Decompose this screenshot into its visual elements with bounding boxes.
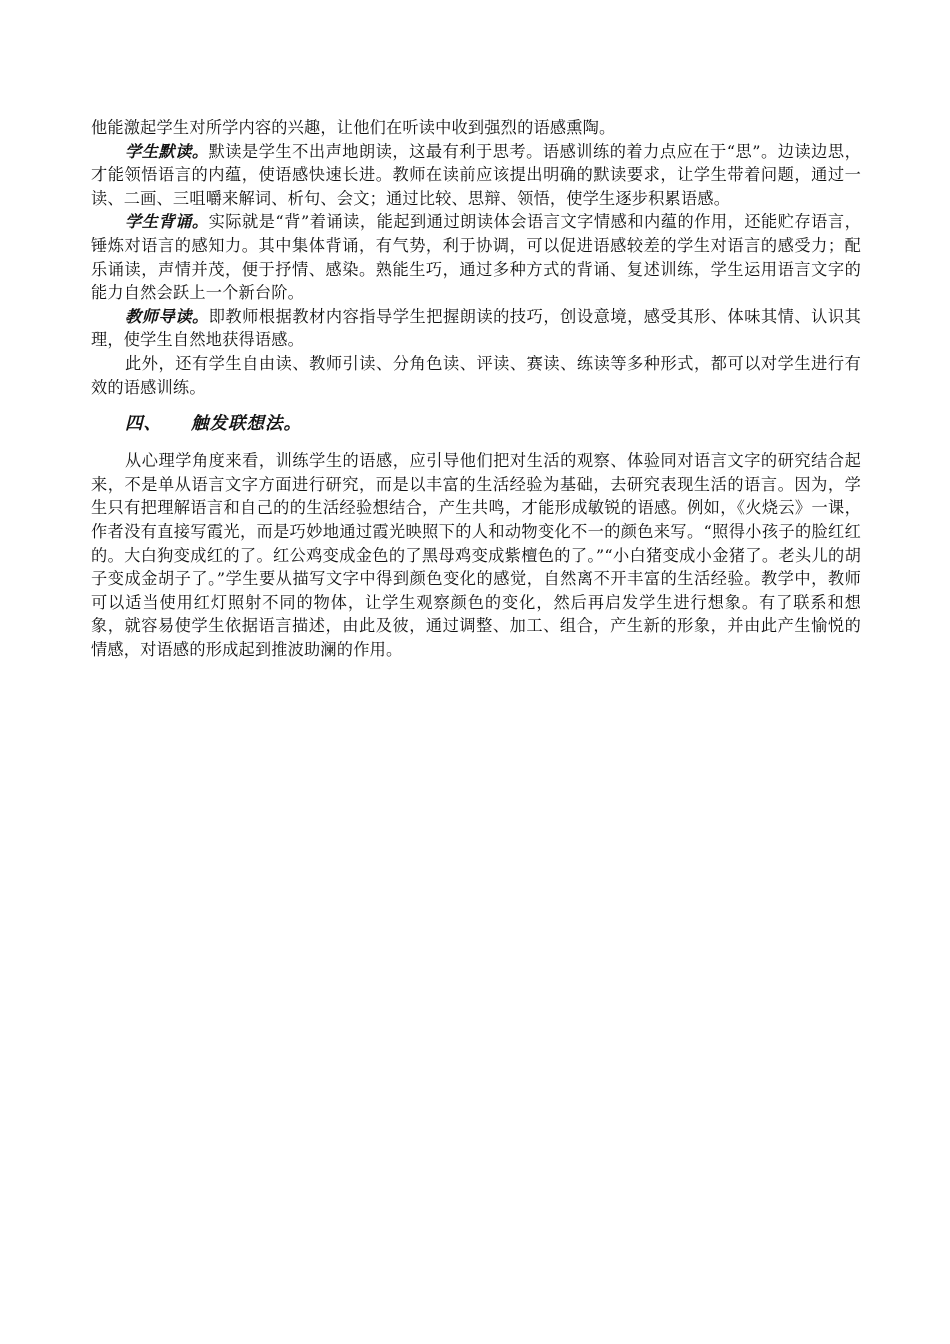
- paragraph-intro-text: 他能激起学生对所学内容的兴趣，让他们在听读中收到强烈的语感熏陶。: [91, 118, 616, 137]
- paragraph-silent-reading: [91, 140, 861, 211]
- paragraph-guided-reading: [91, 305, 861, 352]
- lead-silent-reading: 学生默读。: [125, 141, 209, 161]
- paragraph-association: [91, 449, 861, 661]
- paragraph-intro: [91, 116, 861, 140]
- lead-guided-reading: 教师导读。: [125, 306, 209, 326]
- section-number: 四、: [125, 414, 162, 435]
- paragraph-recitation: [91, 210, 861, 304]
- body-guided-reading: 即教师根据教材内容指导学生把握朗读的技巧，创设意境，感受其形、体味其情、认识其理，使学生自然地获得语感。: [91, 306, 862, 350]
- body-recitation: 实际就是“背”着诵读，能起到通过朗读体会语言文字情感和内蕴的作用，还能贮存语言，锤炼对语言的感知力。其中集体背诵，有气势，利于协调，可以促进语感较差的学生对语言的感受力；配乐诵读，声情并茂，便于抒情、感染。熟能生巧，通过多种方式的背诵、复述训练，学生运用语言文字的能力自然会跃上一个新台阶。: [91, 212, 861, 303]
- body-association: 从心理学角度来看，训练学生的语感，应引导他们把对生活的观察、体验同对语言文字的研究结合起来，不是单从语言文字方面进行研究，而是以丰富的生活经验为基础，去研究表现生活的语言。因为，学生只有把理解语言和自己的的生活经验想结合，产生共鸣，才能形成敏锐的语感。例如，《火烧云》一课，作者没有直接写霞光，而是巧妙地通过霞光映照下的人和动物变化不一的颜色来写。“照得小孩子的脸红红的。大白狗变成红的了。红公鸡变成金色的了黑母鸡变成紫檀色的了。”“小白猪变成小金猪了。老头儿的胡子变成金胡子了。”学生要从描写文字中得到颜色变化的感觉，自然离不开丰富的生活经验。教学中，教师可以适当使用红灯照射不同的物体，让学生观察颜色的变化，然后再启发学生进行想象。有了联系和想象，就容易使学生依据语言描述，由此及彼，通过调整、加工、组合，产生新的形象，并由此产生愉悦的情感，对语感的形成起到推波助澜的作用。: [91, 451, 861, 659]
- document-page: [91, 116, 861, 661]
- section-title: 触发联想法。: [191, 414, 302, 435]
- paragraph-other-forms: [91, 352, 861, 399]
- lead-recitation: 学生背诵。: [125, 212, 209, 232]
- body-other-forms: 此外，还有学生自由读、教师引读、分角色读、评读、赛读、练读等多种形式，都可以对学生进行有效的语感训练。: [91, 353, 861, 397]
- section-heading: [91, 411, 861, 437]
- body-silent-reading: 默读是学生不出声地朗读，这最有利于思考。语感训练的着力点应在于“思”。边读边思，才能领悟语言的内蕴，使语感快速长进。教师在读前应该提出明确的默读要求，让学生带着问题，通过一读、二画、三咀嚼来解词、析句、会文；通过比较、思辩、领悟，使学生逐步积累语感。: [91, 141, 861, 208]
